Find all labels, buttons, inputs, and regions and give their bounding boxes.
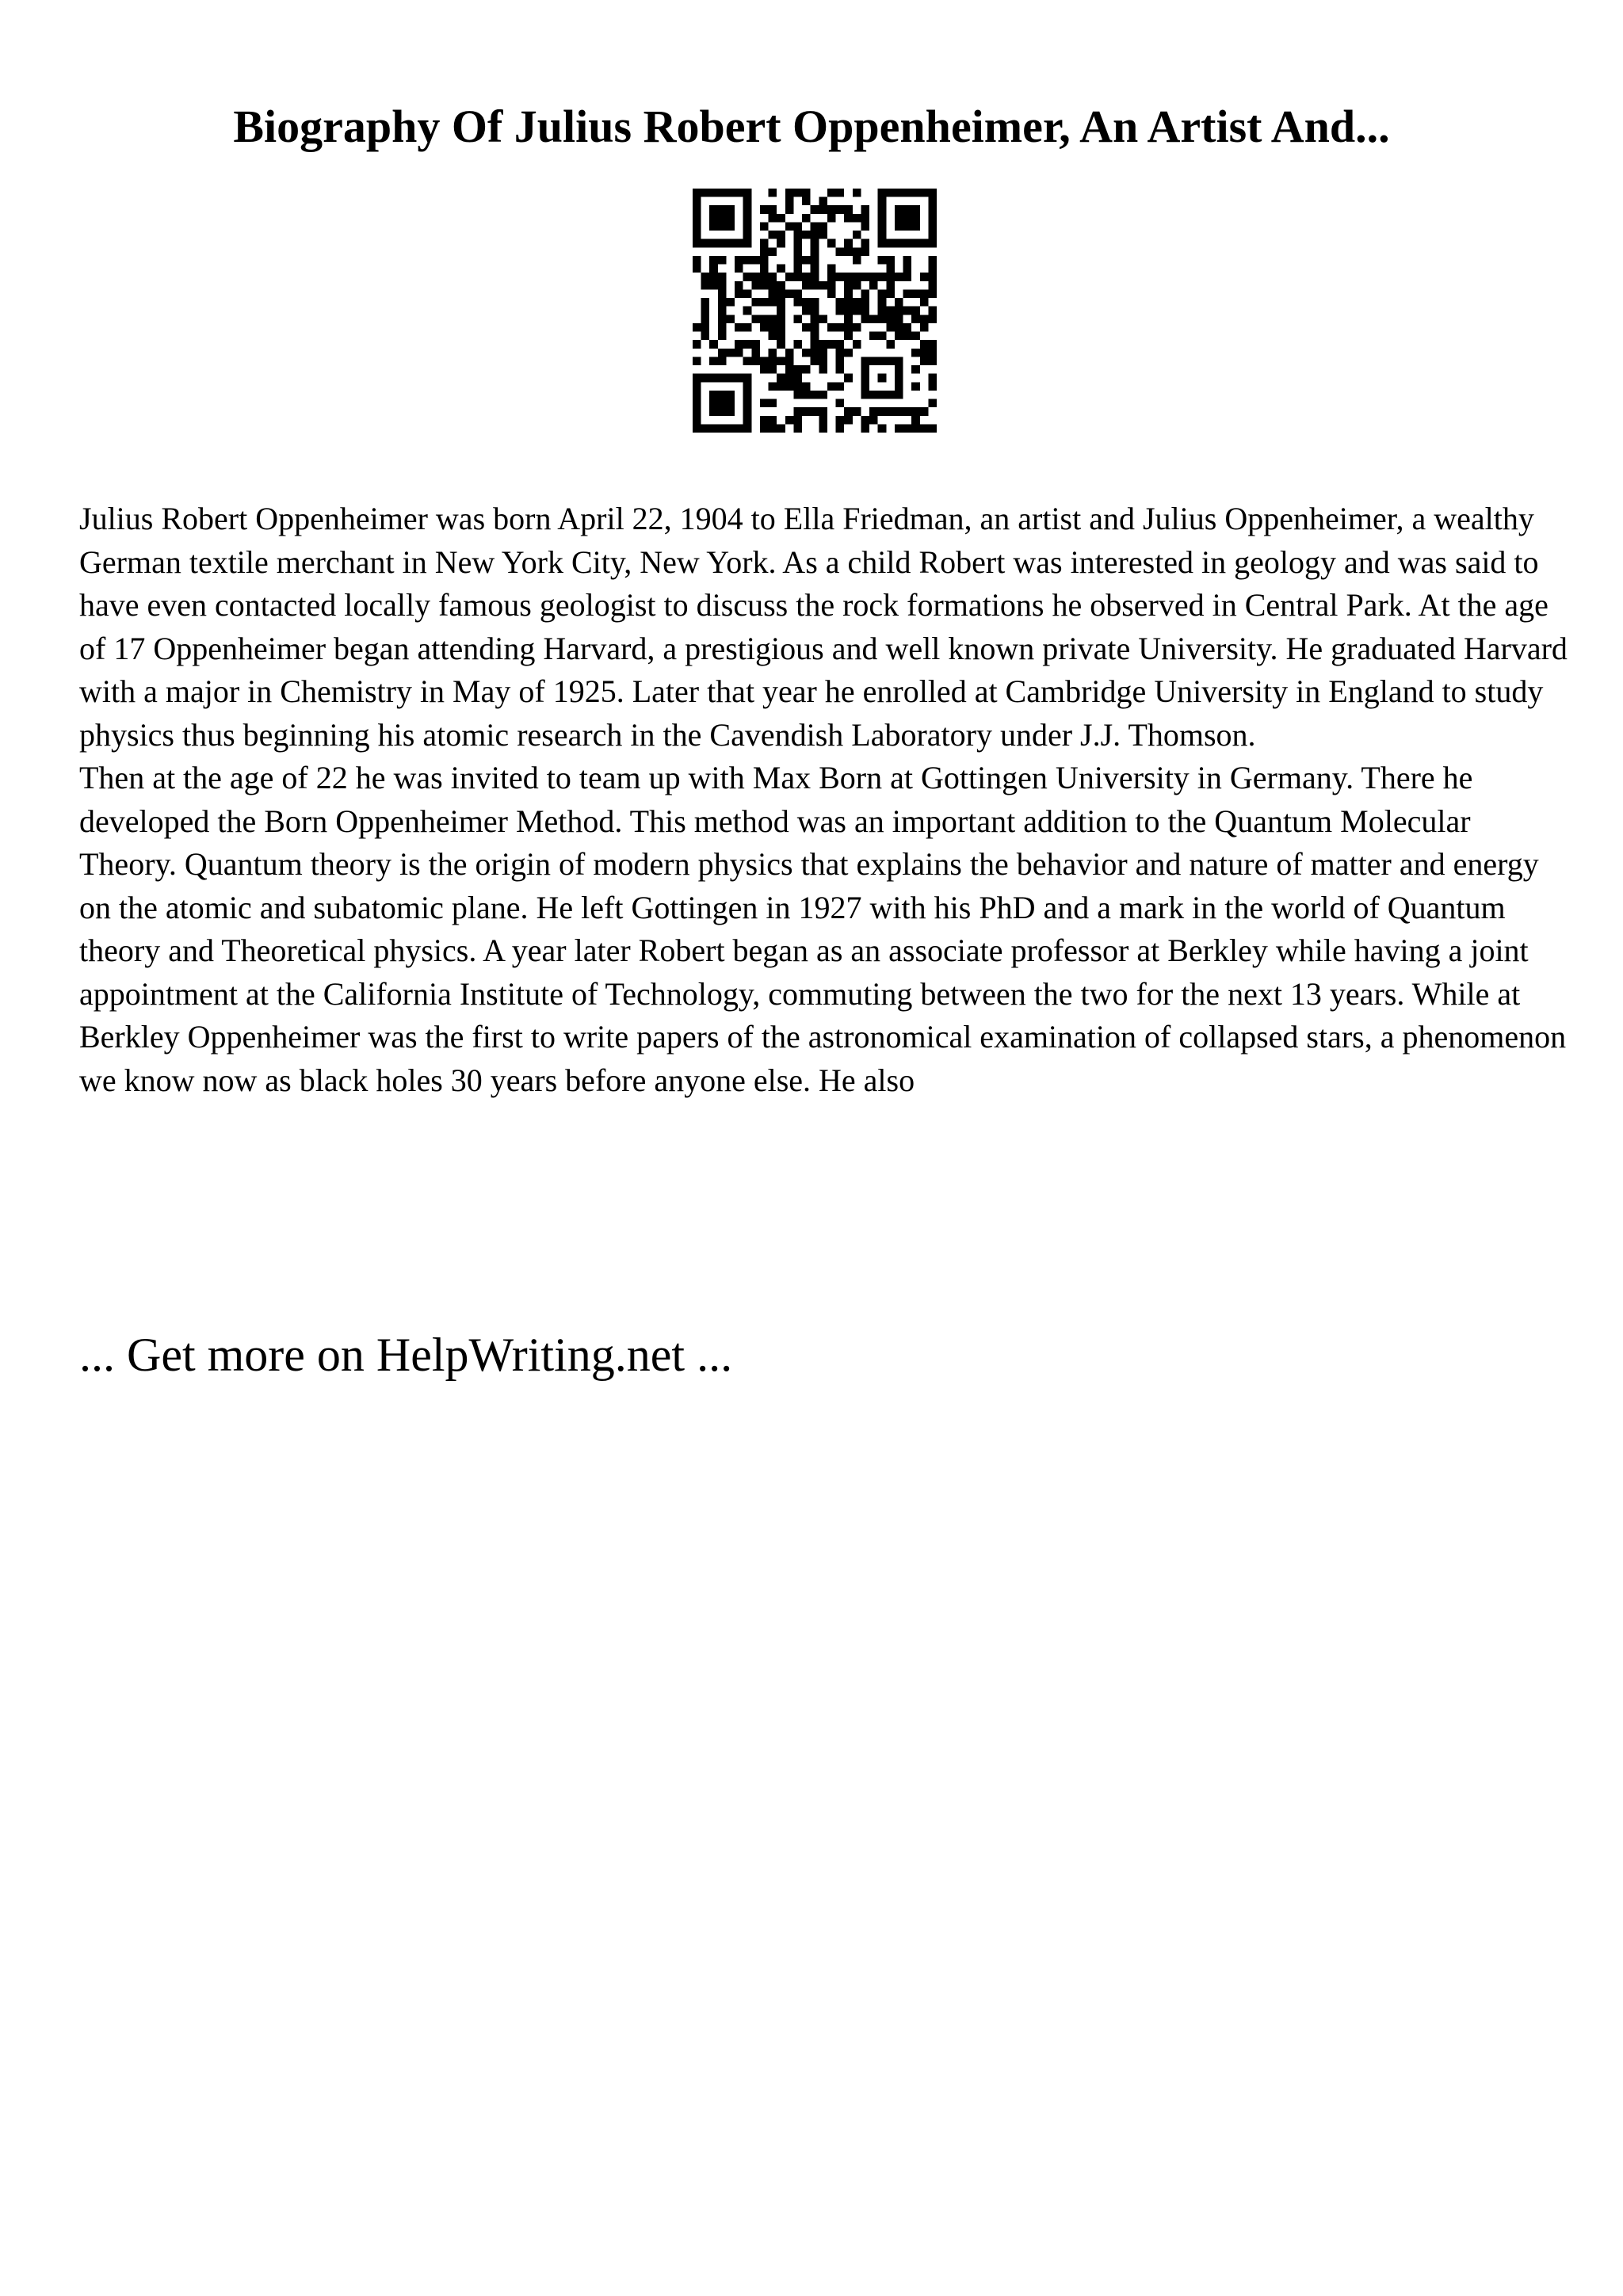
article-body	[79, 498, 1569, 1102]
get-more-link[interactable]: ... Get more on HelpWriting.net ...	[79, 1329, 733, 1381]
document-title: Biography Of Julius Robert Oppenheimer, An Artist And...	[233, 101, 1390, 152]
paragraph-1: Julius Robert Oppenheimer was born April 22, 1904 to Ella Friedman, an artist and Julius Oppenheimer, a wealthy German textile merchant in New York City, New York. As a child Robert was interested in geology and was said to have even contacted locally famous geologist to discuss the rock formations he observed in Central Park. At the age of 17 Oppenheimer began attending Harvard, a prestigious and well known private University. He graduated Harvard with a major in Chemistry in May of 1925. Later that year he enrolled at Cambridge University in England to study physics thus beginning his atomic research in the Cavendish Laboratory under J.J. Thomson.	[79, 501, 1568, 753]
qr-code-icon[interactable]	[693, 189, 937, 433]
paragraph-2: Then at the age of 22 he was invited to team up with Max Born at Gottingen University in Germany. There he developed the Born Oppenheimer Method. This method was an important addition to the Quantum Molecular Theory. Quantum theory is the origin of modern physics that explains the behavior and nature of matter and energy on the atomic and subatomic plane. He left Gottingen in 1927 with his PhD and a mark in the world of Quantum theory and Theoretical physics. A year later Robert began as an associate professor at Berkley while having a joint appointment at the California Institute of Technology, commuting between the two for the next 13 years. While at Berkley Oppenheimer was the first to write papers of the astronomical examination of collapsed stars, a phenomenon we know now as black holes 30 years before anyone else. He also	[79, 760, 1567, 1098]
